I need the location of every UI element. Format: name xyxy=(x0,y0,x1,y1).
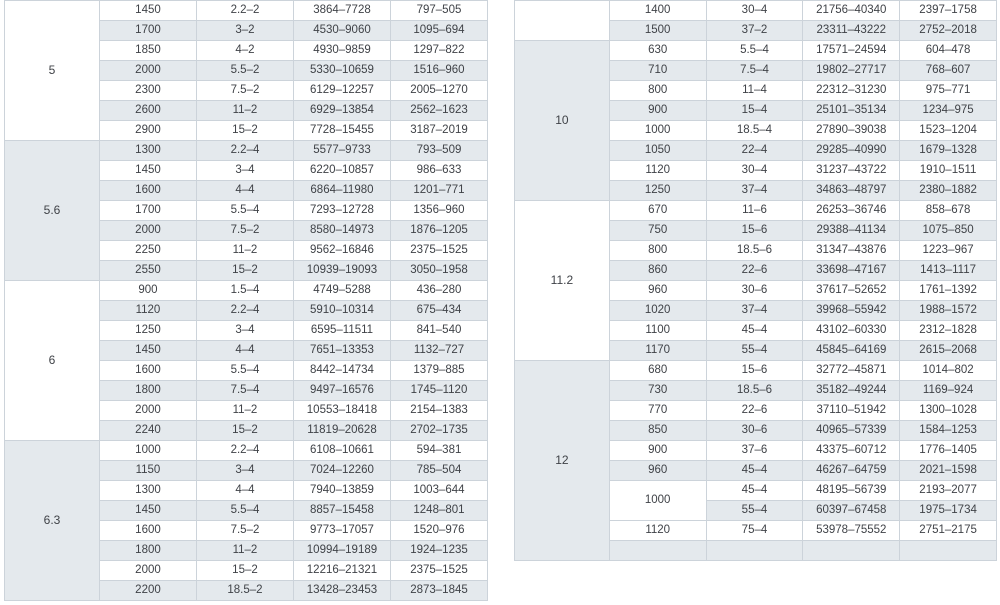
airflow-cell: 19802–27717 xyxy=(803,61,900,81)
pressure-cell: 1095–694 xyxy=(390,21,487,41)
power-cell: 2.2–4 xyxy=(196,141,293,161)
power-cell: 37–4 xyxy=(706,301,803,321)
pressure-cell: 1300–1028 xyxy=(900,401,997,421)
power-cell: 15–4 xyxy=(706,101,803,121)
power-cell: 45–4 xyxy=(706,321,803,341)
airflow-cell: 13428–23453 xyxy=(293,581,390,601)
group-label: 6.3 xyxy=(5,441,100,601)
speed-cell: 1700 xyxy=(99,201,196,221)
speed-cell: 1170 xyxy=(609,341,706,361)
airflow-cell: 7651–13353 xyxy=(293,341,390,361)
pressure-cell: 1988–1572 xyxy=(900,301,997,321)
airflow-cell: 10939–19093 xyxy=(293,261,390,281)
airflow-cell: 29388–41134 xyxy=(803,221,900,241)
table-row xyxy=(515,1,997,21)
speed-cell: 900 xyxy=(609,441,706,461)
speed-cell: 710 xyxy=(609,61,706,81)
airflow-cell: 45845–64169 xyxy=(803,341,900,361)
airflow-cell: 46267–64759 xyxy=(803,461,900,481)
speed-cell: 1450 xyxy=(99,501,196,521)
speed-cell: 770 xyxy=(609,401,706,421)
speed-cell: 900 xyxy=(609,101,706,121)
pressure-cell: 975–771 xyxy=(900,81,997,101)
speed-cell: 1700 xyxy=(99,21,196,41)
power-cell: 3–4 xyxy=(196,321,293,341)
power-cell: 5.5–2 xyxy=(196,61,293,81)
table-row xyxy=(5,441,488,461)
group-label: 12 xyxy=(515,361,610,561)
speed-cell: 1500 xyxy=(609,21,706,41)
airflow-cell: 10994–19189 xyxy=(293,541,390,561)
pressure-cell: 1223–967 xyxy=(900,241,997,261)
power-cell: 15–2 xyxy=(196,561,293,581)
airflow-cell: 6864–11980 xyxy=(293,181,390,201)
airflow-cell: 9773–17057 xyxy=(293,521,390,541)
power-cell: 7.5–2 xyxy=(196,221,293,241)
pressure-cell: 1975–1734 xyxy=(900,501,997,521)
power-cell: 7.5–2 xyxy=(196,81,293,101)
airflow-cell: 4930–9859 xyxy=(293,41,390,61)
pressure-cell: 1014–802 xyxy=(900,361,997,381)
airflow-cell: 5577–9733 xyxy=(293,141,390,161)
speed-cell: 670 xyxy=(609,201,706,221)
pressure-cell: 2312–1828 xyxy=(900,321,997,341)
pressure-cell: 2702–1735 xyxy=(390,421,487,441)
pressure-cell: 1876–1205 xyxy=(390,221,487,241)
airflow-cell: 12216–21321 xyxy=(293,561,390,581)
pressure-cell: 1379–885 xyxy=(390,361,487,381)
group-label: 10 xyxy=(515,41,610,201)
power-cell: 4–4 xyxy=(196,341,293,361)
speed-cell: 1020 xyxy=(609,301,706,321)
pressure-cell: 436–280 xyxy=(390,281,487,301)
airflow-cell: 34863–48797 xyxy=(803,181,900,201)
power-cell: 2.2–2 xyxy=(196,1,293,21)
power-cell: 5.5–4 xyxy=(196,201,293,221)
speed-cell: 2240 xyxy=(99,421,196,441)
table-row xyxy=(515,201,997,221)
pressure-cell: 675–434 xyxy=(390,301,487,321)
pressure-cell: 2873–1845 xyxy=(390,581,487,601)
pressure-cell: 2193–2077 xyxy=(900,481,997,501)
speed-cell: 1150 xyxy=(99,461,196,481)
airflow-cell: 5910–10314 xyxy=(293,301,390,321)
speed-cell: 2250 xyxy=(99,241,196,261)
pressure-cell: 3187–2019 xyxy=(390,121,487,141)
speed-cell: 900 xyxy=(99,281,196,301)
power-cell xyxy=(706,541,803,561)
speed-cell: 2900 xyxy=(99,121,196,141)
power-cell: 18.5–2 xyxy=(196,581,293,601)
pressure-cell: 1234–975 xyxy=(900,101,997,121)
airflow-cell: 6108–10661 xyxy=(293,441,390,461)
speed-cell: 1050 xyxy=(609,141,706,161)
pressure-cell: 2021–1598 xyxy=(900,461,997,481)
airflow-cell: 27890–39038 xyxy=(803,121,900,141)
group-label: 6 xyxy=(5,281,100,441)
power-cell: 55–4 xyxy=(706,341,803,361)
power-cell: 30–6 xyxy=(706,421,803,441)
pressure-cell: 2375–1525 xyxy=(390,241,487,261)
airflow-cell: 32772–45871 xyxy=(803,361,900,381)
power-cell: 15–2 xyxy=(196,261,293,281)
airflow-cell: 40965–57339 xyxy=(803,421,900,441)
pressure-cell: 1924–1235 xyxy=(390,541,487,561)
speed-cell: 1450 xyxy=(99,341,196,361)
airflow-cell: 37617–52652 xyxy=(803,281,900,301)
airflow-cell: 23311–43222 xyxy=(803,21,900,41)
speed-cell: 2550 xyxy=(99,261,196,281)
airflow-cell xyxy=(803,541,900,561)
speed-cell: 1450 xyxy=(99,161,196,181)
speed-cell: 2300 xyxy=(99,81,196,101)
pressure-cell: 793–509 xyxy=(390,141,487,161)
pressure-cell: 594–381 xyxy=(390,441,487,461)
group-label: 11.2 xyxy=(515,201,610,361)
pressure-cell: 1745–1120 xyxy=(390,381,487,401)
airflow-cell: 60397–67458 xyxy=(803,501,900,521)
speed-cell: 850 xyxy=(609,421,706,441)
pressure-cell: 2005–1270 xyxy=(390,81,487,101)
power-cell: 15–6 xyxy=(706,361,803,381)
pressure-cell: 1297–822 xyxy=(390,41,487,61)
power-cell: 4–4 xyxy=(196,481,293,501)
airflow-cell: 37110–51942 xyxy=(803,401,900,421)
power-cell: 4–2 xyxy=(196,41,293,61)
speed-cell: 1120 xyxy=(609,161,706,181)
pressure-cell: 1132–727 xyxy=(390,341,487,361)
pressure-cell: 986–633 xyxy=(390,161,487,181)
speed-cell: 1400 xyxy=(609,1,706,21)
power-cell: 15–2 xyxy=(196,121,293,141)
power-cell: 15–6 xyxy=(706,221,803,241)
power-cell: 5.5–4 xyxy=(706,41,803,61)
pressure-cell: 1910–1511 xyxy=(900,161,997,181)
power-cell: 11–2 xyxy=(196,101,293,121)
pressure-cell: 797–505 xyxy=(390,1,487,21)
speed-cell: 2000 xyxy=(99,221,196,241)
speed-cell: 1800 xyxy=(99,541,196,561)
spec-table-left-body xyxy=(5,1,488,601)
speed-cell: 1850 xyxy=(99,41,196,61)
power-cell: 18.5–6 xyxy=(706,381,803,401)
pressure-cell: 2380–1882 xyxy=(900,181,997,201)
pressure-cell: 858–678 xyxy=(900,201,997,221)
speed-cell: 1000 xyxy=(99,441,196,461)
speed-cell: 960 xyxy=(609,281,706,301)
airflow-cell: 4749–5288 xyxy=(293,281,390,301)
speed-cell: 630 xyxy=(609,41,706,61)
speed-cell: 1800 xyxy=(99,381,196,401)
speed-cell: 1300 xyxy=(99,481,196,501)
pressure-cell: 2752–2018 xyxy=(900,21,997,41)
speed-cell: 2000 xyxy=(99,561,196,581)
speed-cell: 1250 xyxy=(99,321,196,341)
power-cell: 75–4 xyxy=(706,521,803,541)
pressure-cell: 604–478 xyxy=(900,41,997,61)
airflow-cell: 6595–11511 xyxy=(293,321,390,341)
airflow-cell: 8442–14734 xyxy=(293,361,390,381)
power-cell: 3–4 xyxy=(196,461,293,481)
power-cell: 2.2–4 xyxy=(196,301,293,321)
speed-cell: 2000 xyxy=(99,401,196,421)
pressure-cell: 1523–1204 xyxy=(900,121,997,141)
power-cell: 2.2–4 xyxy=(196,441,293,461)
speed-cell: 1120 xyxy=(609,521,706,541)
speed-cell: 680 xyxy=(609,361,706,381)
pressure-cell: 1761–1392 xyxy=(900,281,997,301)
power-cell: 30–4 xyxy=(706,1,803,21)
airflow-cell: 5330–10659 xyxy=(293,61,390,81)
power-cell: 18.5–4 xyxy=(706,121,803,141)
pressure-cell: 1248–801 xyxy=(390,501,487,521)
speed-cell: 2200 xyxy=(99,581,196,601)
pressure-cell: 1201–771 xyxy=(390,181,487,201)
speed-cell-merged: 1000 xyxy=(609,481,706,521)
power-cell: 1.5–4 xyxy=(196,281,293,301)
pressure-cell xyxy=(900,541,997,561)
power-cell: 18.5–6 xyxy=(706,241,803,261)
power-cell: 5.5–4 xyxy=(196,501,293,521)
pressure-cell: 1003–644 xyxy=(390,481,487,501)
power-cell: 5.5–4 xyxy=(196,361,293,381)
airflow-cell: 31237–43722 xyxy=(803,161,900,181)
airflow-cell: 4530–9060 xyxy=(293,21,390,41)
table-row xyxy=(515,361,997,381)
speed-cell: 800 xyxy=(609,241,706,261)
power-cell: 7.5–2 xyxy=(196,521,293,541)
power-cell: 3–2 xyxy=(196,21,293,41)
airflow-cell: 43375–60712 xyxy=(803,441,900,461)
power-cell: 11–2 xyxy=(196,241,293,261)
pressure-cell: 1776–1405 xyxy=(900,441,997,461)
group-label: 5.6 xyxy=(5,141,100,281)
speed-cell xyxy=(609,541,706,561)
airflow-cell: 26253–36746 xyxy=(803,201,900,221)
speed-cell: 750 xyxy=(609,221,706,241)
speed-cell: 2600 xyxy=(99,101,196,121)
spec-table-left xyxy=(4,0,488,601)
airflow-cell: 10553–18418 xyxy=(293,401,390,421)
power-cell: 45–4 xyxy=(706,481,803,501)
pressure-cell: 768–607 xyxy=(900,61,997,81)
pressure-cell: 1516–960 xyxy=(390,61,487,81)
pressure-cell: 2375–1525 xyxy=(390,561,487,581)
airflow-cell: 21756–40340 xyxy=(803,1,900,21)
airflow-cell: 9562–16846 xyxy=(293,241,390,261)
table-row xyxy=(515,41,997,61)
airflow-cell: 8580–14973 xyxy=(293,221,390,241)
pressure-cell: 2397–1758 xyxy=(900,1,997,21)
power-cell: 11–2 xyxy=(196,541,293,561)
pressure-cell: 1679–1328 xyxy=(900,141,997,161)
speed-cell: 1600 xyxy=(99,181,196,201)
airflow-cell: 35182–49244 xyxy=(803,381,900,401)
speed-cell: 1100 xyxy=(609,321,706,341)
pressure-cell: 2562–1623 xyxy=(390,101,487,121)
airflow-cell: 3864–7728 xyxy=(293,1,390,21)
table-row xyxy=(5,281,488,301)
speed-cell: 960 xyxy=(609,461,706,481)
power-cell: 11–6 xyxy=(706,201,803,221)
airflow-cell: 8857–15458 xyxy=(293,501,390,521)
airflow-cell: 48195–56739 xyxy=(803,481,900,501)
airflow-cell: 43102–60330 xyxy=(803,321,900,341)
spec-table-right xyxy=(514,0,997,561)
airflow-cell: 7940–13859 xyxy=(293,481,390,501)
airflow-cell: 7293–12728 xyxy=(293,201,390,221)
power-cell: 11–4 xyxy=(706,81,803,101)
airflow-cell: 7728–15455 xyxy=(293,121,390,141)
speed-cell: 730 xyxy=(609,381,706,401)
airflow-cell: 53978–75552 xyxy=(803,521,900,541)
spec-table-right-body xyxy=(515,1,997,561)
power-cell: 3–4 xyxy=(196,161,293,181)
power-cell: 22–6 xyxy=(706,401,803,421)
airflow-cell: 31347–43876 xyxy=(803,241,900,261)
power-cell: 30–6 xyxy=(706,281,803,301)
pressure-cell: 1520–976 xyxy=(390,521,487,541)
pressure-cell: 1075–850 xyxy=(900,221,997,241)
pressure-cell: 1169–924 xyxy=(900,381,997,401)
power-cell: 30–4 xyxy=(706,161,803,181)
speed-cell: 1450 xyxy=(99,1,196,21)
power-cell: 22–6 xyxy=(706,261,803,281)
speed-cell: 2000 xyxy=(99,61,196,81)
pressure-cell: 2154–1383 xyxy=(390,401,487,421)
table-row xyxy=(5,141,488,161)
power-cell: 15–2 xyxy=(196,421,293,441)
airflow-cell: 7024–12260 xyxy=(293,461,390,481)
pressure-cell: 1413–1117 xyxy=(900,261,997,281)
airflow-cell: 11819–20628 xyxy=(293,421,390,441)
airflow-cell: 6220–10857 xyxy=(293,161,390,181)
speed-cell: 860 xyxy=(609,261,706,281)
pressure-cell: 2615–2068 xyxy=(900,341,997,361)
power-cell: 45–4 xyxy=(706,461,803,481)
airflow-cell: 22312–31230 xyxy=(803,81,900,101)
airflow-cell: 6129–12257 xyxy=(293,81,390,101)
pressure-cell: 2751–2175 xyxy=(900,521,997,541)
airflow-cell: 33698–47167 xyxy=(803,261,900,281)
speed-cell: 1300 xyxy=(99,141,196,161)
power-cell: 22–4 xyxy=(706,141,803,161)
pressure-cell: 3050–1958 xyxy=(390,261,487,281)
table-row xyxy=(5,1,488,21)
power-cell: 7.5–4 xyxy=(706,61,803,81)
pressure-cell: 785–504 xyxy=(390,461,487,481)
airflow-cell: 9497–16576 xyxy=(293,381,390,401)
airflow-cell: 25101–35134 xyxy=(803,101,900,121)
power-cell: 7.5–4 xyxy=(196,381,293,401)
airflow-cell: 39968–55942 xyxy=(803,301,900,321)
pressure-cell: 1356–960 xyxy=(390,201,487,221)
airflow-cell: 17571–24594 xyxy=(803,41,900,61)
power-cell: 37–2 xyxy=(706,21,803,41)
pressure-cell: 841–540 xyxy=(390,321,487,341)
group-label: 5 xyxy=(5,1,100,141)
power-cell: 37–6 xyxy=(706,441,803,461)
power-cell: 55–4 xyxy=(706,501,803,521)
power-cell: 37–4 xyxy=(706,181,803,201)
power-cell: 4–4 xyxy=(196,181,293,201)
speed-cell: 1120 xyxy=(99,301,196,321)
speed-cell: 1000 xyxy=(609,121,706,141)
group-label xyxy=(515,1,610,41)
speed-cell: 1600 xyxy=(99,521,196,541)
speed-cell: 800 xyxy=(609,81,706,101)
speed-cell: 1250 xyxy=(609,181,706,201)
airflow-cell: 6929–13854 xyxy=(293,101,390,121)
airflow-cell: 29285–40990 xyxy=(803,141,900,161)
pressure-cell: 1584–1253 xyxy=(900,421,997,441)
speed-cell: 1600 xyxy=(99,361,196,381)
power-cell: 11–2 xyxy=(196,401,293,421)
